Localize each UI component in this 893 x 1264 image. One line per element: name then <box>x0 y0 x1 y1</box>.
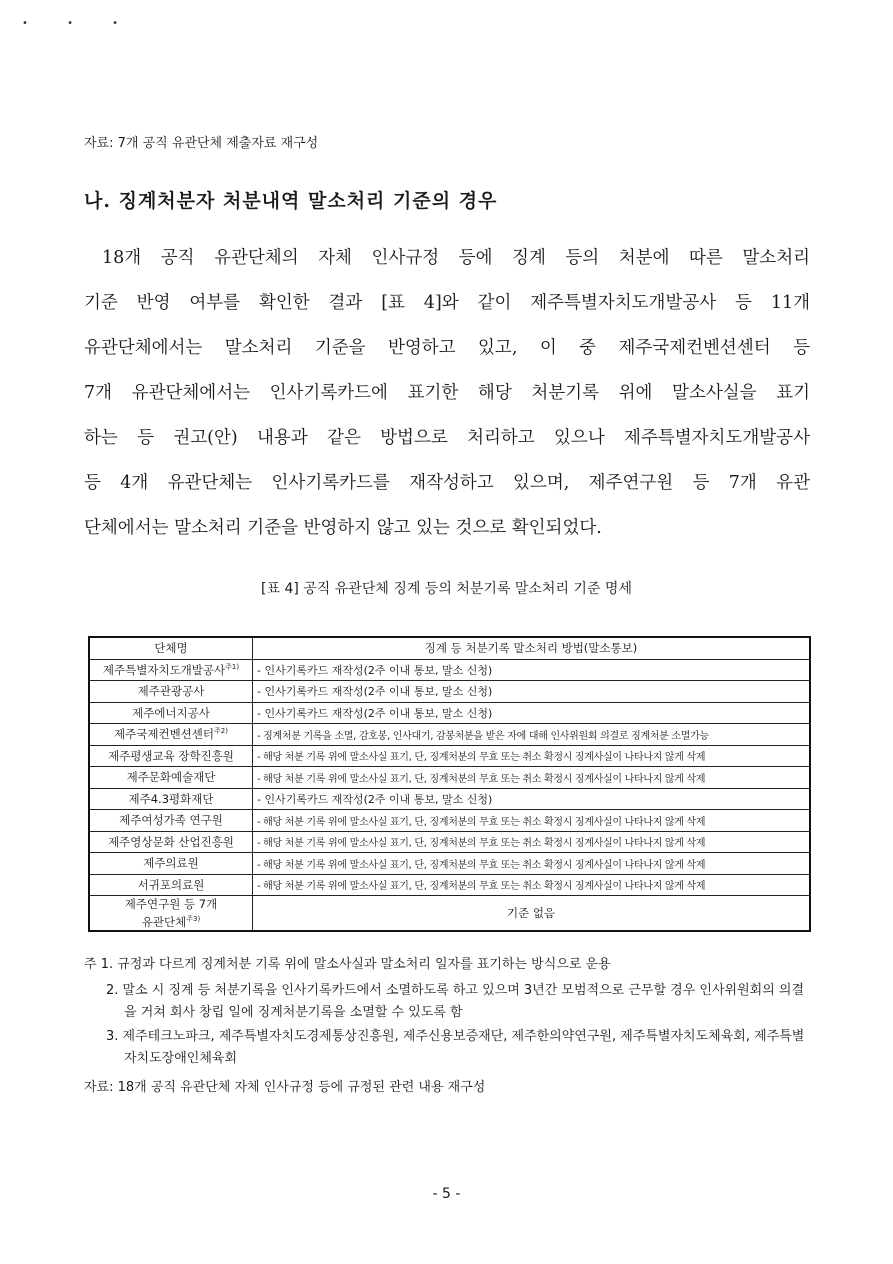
table-row <box>89 874 810 896</box>
org-name-cell: 제주국제컨벤션센터$^{주2)}$ <box>89 724 253 746</box>
paragraph-line: 등 4개 유관단체는 인사기록카드를 재작성하고 있으며, 제주연구원 등 7개 유관 <box>84 473 810 493</box>
body-paragraph <box>84 236 810 551</box>
method-cell: - 인사기록카드 재작성(2주 이내 통보, 말소 신청) <box>253 659 811 681</box>
org-name-cell: 제주평생교육 장학진흥원 <box>89 745 253 767</box>
org-name-cell: 제주문화예술재단 <box>89 767 253 789</box>
source-note-top: 자료: 7개 공직 유관단체 제출자료 재구성 <box>84 136 319 151</box>
method-cell: - 해당 처분 기록 위에 말소사실 표기, 단, 징계처분의 무효 또는 취소 확정시 징계사실이 나타나지 않게 삭제 <box>253 874 811 896</box>
org-name-cell: 제주의료원 <box>89 853 253 875</box>
table-row <box>89 788 810 810</box>
table-row <box>89 767 810 789</box>
section-heading: 나. 징계처분자 처분내역 말소처리 기준의 경우 <box>84 190 498 212</box>
paragraph-line: 18개 공직 유관단체의 자체 인사규정 등에 징계 등의 처분에 따른 말소처리 <box>102 248 810 268</box>
table-row <box>89 810 810 832</box>
method-cell: 기준 없음 <box>253 896 811 932</box>
method-cell: - 인사기록카드 재작성(2주 이내 통보, 말소 신청) <box>253 788 811 810</box>
note-2: 2. 말소 시 징계 등 처분기록을 인사기록카드에서 소멸하도록 하고 있으며 3년간 모범적으로 근무할 경우 인사위원회의 의결을 거쳐 회사 창립 일에 징계처분기록을 소멸할 수 있도록 함 <box>106 983 805 1020</box>
method-cell: - 인사기록카드 재작성(2주 이내 통보, 말소 신청) <box>253 681 811 703</box>
org-name-cell: 제주관광공사 <box>89 681 253 703</box>
table-row <box>89 745 810 767</box>
table-row <box>89 724 810 746</box>
org-name-cell: 제주에너지공사 <box>89 702 253 724</box>
method-cell: - 인사기록카드 재작성(2주 이내 통보, 말소 신청) <box>253 702 811 724</box>
source-note-bottom: 자료: 18개 공직 유관단체 자체 인사규정 등에 규정된 관련 내용 재구성 <box>84 1080 486 1095</box>
table-header-row <box>89 637 810 659</box>
disposal-criteria-table <box>88 636 811 932</box>
table-row <box>89 702 810 724</box>
method-cell: - 해당 처분 기록 위에 말소사실 표기, 단, 징계처분의 무효 또는 취소 확정시 징계사실이 나타나지 않게 삭제 <box>253 745 811 767</box>
paragraph-line: 7개 유관단체에서는 인사기록카드에 표기한 해당 처분기록 위에 말소사실을 표기 <box>84 383 810 403</box>
org-name-cell: 제주영상문화 산업진흥원 <box>89 831 253 853</box>
method-cell: - 징계처분 기록을 소멸, 감호봉, 인사대기, 감봉처분을 받은 자에 대해 인사위원회 의결로 징계처분 소멸가능 <box>253 724 811 746</box>
table-row <box>89 681 810 703</box>
paragraph-line: 하는 등 권고(안) 내용과 같은 방법으로 처리하고 있으나 제주특별자치도개발공사 <box>84 428 810 448</box>
method-cell: - 해당 처분 기록 위에 말소사실 표기, 단, 징계처분의 무효 또는 취소 확정시 징계사실이 나타나지 않게 삭제 <box>253 767 811 789</box>
note-1: 주 1. 규정과 다르게 징계처분 기록 위에 말소사실과 말소처리 일자를 표기하는 방식으로 운용 <box>84 957 611 972</box>
method-cell: - 해당 처분 기록 위에 말소사실 표기, 단, 징계처분의 무효 또는 취소 확정시 징계사실이 나타나지 않게 삭제 <box>253 831 811 853</box>
page-number: - 5 - <box>432 1186 461 1202</box>
table-notes <box>84 954 814 1072</box>
table-row <box>89 853 810 875</box>
org-name-cell: 서귀포의료원 <box>89 874 253 896</box>
paragraph-line: 유관단체에서는 말소처리 기준을 반영하고 있고, 이 중 제주국제컨벤션센터 등 <box>84 338 810 358</box>
org-name-cell: 제주연구원 등 7개 유관단체$^{주3)}$ <box>89 896 253 932</box>
table-row <box>89 831 810 853</box>
method-cell: - 해당 처분 기록 위에 말소사실 표기, 단, 징계처분의 무효 또는 취소 확정시 징계사실이 나타나지 않게 삭제 <box>253 853 811 875</box>
table-row <box>89 659 810 681</box>
paragraph-line: 단체에서는 말소처리 기준을 반영하지 않고 있는 것으로 확인되었다. <box>84 518 602 538</box>
org-name-cell: 제주4.3평화재단 <box>89 788 253 810</box>
table-caption: [표 4] 공직 유관단체 징계 등의 처분기록 말소처리 기준 명세 <box>261 581 632 597</box>
scan-dots: • • • <box>22 18 137 29</box>
table-row <box>89 896 810 932</box>
paragraph-line: 기준 반영 여부를 확인한 결과 [표 4]와 같이 제주특별자치도개발공사 등 11개 <box>84 293 810 313</box>
method-cell: - 해당 처분 기록 위에 말소사실 표기, 단, 징계처분의 무효 또는 취소 확정시 징계사실이 나타나지 않게 삭제 <box>253 810 811 832</box>
org-name-cell: 제주여성가족 연구원 <box>89 810 253 832</box>
org-name-cell: 제주특별자치도개발공사$^{주1)}$ <box>89 659 253 681</box>
header-method: 징계 등 처분기록 말소처리 방법(말소통보) <box>253 637 811 659</box>
header-org: 단체명 <box>89 637 253 659</box>
note-3: 3. 제주테크노파크, 제주특별자치도경제통상진흥원, 제주신용보증재단, 제주한의약연구원, 제주특별자치도체육회, 제주특별자치도장애인체육회 <box>106 1029 805 1066</box>
